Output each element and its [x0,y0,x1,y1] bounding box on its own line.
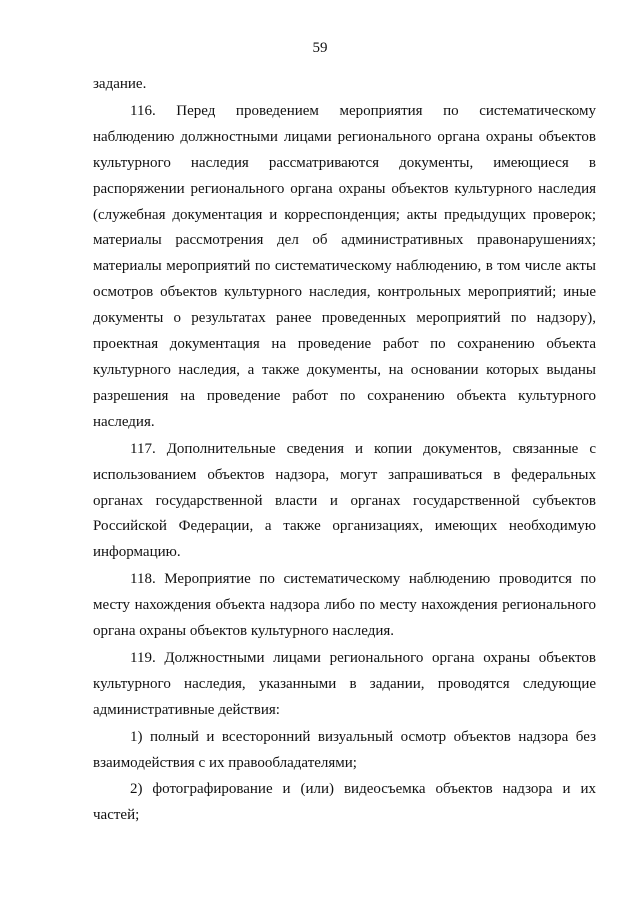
paragraph-118: 118. Мероприятие по систематическому наблюдению проводится по месту нахождения объекта надзора либо по месту нахождения регионального органа охраны объектов культурного наследия. [93,571,596,640]
list-item-2: 2) фотографирование и (или) видеосъемка объектов надзора и их частей; [93,781,596,824]
list-item-1: 1) полный и всесторонний визуальный осмотр объектов надзора без взаимодействия с их правообладателями; [93,728,596,771]
paragraph-117: 117. Дополнительные сведения и копии документов, связанные с использованием объектов надзора, могут запрашиваться в федеральных органах государственной власти и органах государственной субъектов Российской Федерации, а также организациях, имеющих необходимую информацию. [93,440,596,561]
paragraph-continuation: задание. [93,76,147,92]
paragraph-119: 119. Должностными лицами регионального органа охраны объектов культурного наследия, указанными в задании, проводятся следующие административные действия: [93,649,596,718]
page-number: 59 [312,40,328,56]
paragraph-116: 116. Перед проведением мероприятия по систематическому наблюдению должностными лицами регионального органа охраны объектов культурного наследия рассматриваются документы, имеющиеся в распоряжении регионального органа охраны объектов культурного наследия (служебная документация и корреспонденция; акты предыдущих проверок; материалы рассмотрения дел об административных правонарушениях; материалы мероприятий по систематическому наблюдению, в том числе акты осмотров объектов культурного наследия, контрольных мероприятий; иные документы о результатах ранее проведенных мероприятий по надзору), проектная документация на проведение работ по сохранению объекта культурного наследия, а также документы, на основании которых выданы разрешения на проведение работ по сохранению объекта культурного наследия. [93,102,596,430]
document-body [93,72,596,829]
